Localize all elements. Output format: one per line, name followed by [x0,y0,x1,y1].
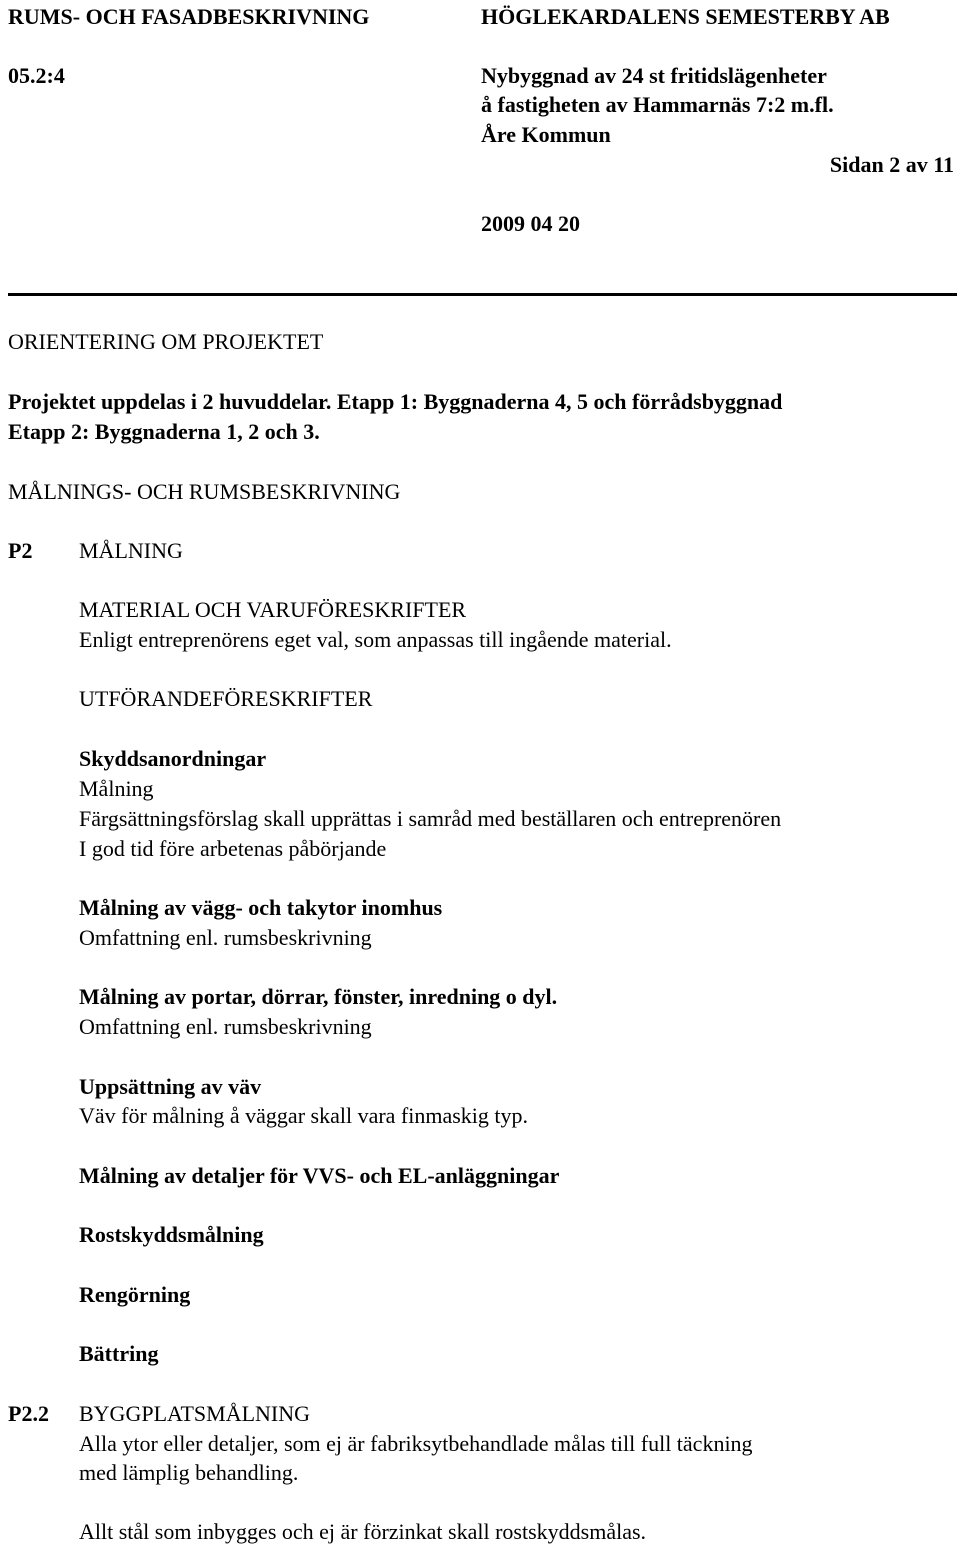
document-date: 2009 04 20 [481,211,580,236]
page-number: Sidan 2 av 11 [829,152,954,177]
header-divider [8,293,957,296]
p22-code: P2.2 [8,1401,49,1426]
p22-text-line1: Alla ytor eller detaljer, som ej är fabriksytbehandlade målas till full täckning [79,1431,753,1456]
p22-text-line2: med lämplig behandling. [79,1460,299,1485]
material-heading: MATERIAL OCH VARUFÖRESKRIFTER [79,597,467,622]
execution-heading: UTFÖRANDEFÖRESKRIFTER [79,686,373,711]
p2-code: P2 [8,538,33,563]
project-description-line1: Nybyggnad av 24 st fritidslägenheter [481,63,827,88]
protection-heading: Skyddsanordningar [79,746,267,771]
project-description-line2: å fastigheten av Hammarnäs 7:2 m.fl. [481,92,834,117]
wall-painting-text: Omfattning enl. rumsbeskrivning [79,925,372,950]
painting-label: Målning [79,776,154,801]
color-proposal-line1: Färgsättningsförslag skall upprättas i samråd med beställaren och entreprenören [79,806,782,831]
doors-painting-text: Omfattning enl. rumsbeskrivning [79,1014,372,1039]
fabric-text: Väv för målning å väggar skall vara finmaskig typ. [79,1103,529,1128]
p22-title: BYGGPLATSMÅLNING [79,1401,311,1426]
rust-protection-heading: Rostskyddsmålning [79,1222,264,1247]
orientation-heading: ORIENTERING OM PROJEKTET [8,329,324,354]
orientation-line1: Projektet uppdelas i 2 huvuddelar. Etapp 1: Byggnaderna 4, 5 och förrådsbyggnad [8,389,783,414]
document-title: RUMS- OCH FASADBESKRIVNING [8,4,370,29]
wall-painting-heading: Målning av vägg- och takytor inomhus [79,895,443,920]
p22-text-line3: Allt stål som inbygges och ej är förzinkat skall rostskyddsmålas. [79,1519,647,1544]
cleaning-heading: Rengörning [79,1282,191,1307]
section-heading: MÅLNINGS- OCH RUMSBESKRIVNING [8,479,401,504]
vvs-heading: Målning av detaljer för VVS- och EL-anläggningar [79,1163,560,1188]
municipality: Åre Kommun [481,122,611,147]
touchup-heading: Bättring [79,1341,159,1366]
orientation-line2: Etapp 2: Byggnaderna 1, 2 och 3. [8,419,320,444]
client-name: HÖGLEKARDALENS SEMESTERBY AB [481,4,890,29]
doors-painting-heading: Målning av portar, dörrar, fönster, inredning o dyl. [79,984,558,1009]
document-number: 05.2:4 [8,63,65,88]
p2-title: MÅLNING [79,538,183,563]
material-text: Enligt entreprenörens eget val, som anpassas till ingående material. [79,627,672,652]
fabric-heading: Uppsättning av väv [79,1074,262,1099]
color-proposal-line2: I god tid före arbetenas påbörjande [79,836,387,861]
